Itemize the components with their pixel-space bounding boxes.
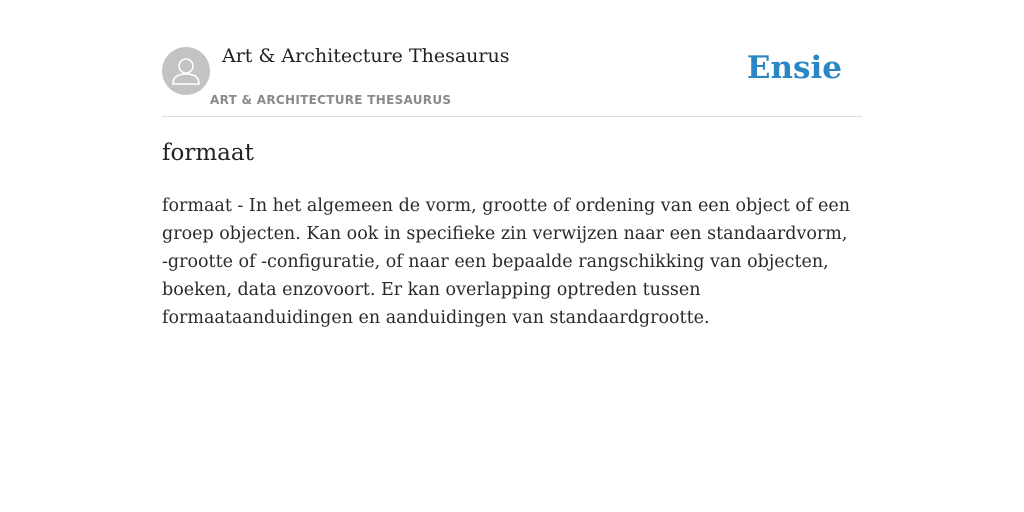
source-label[interactable]: ART & ARCHITECTURE THESAURUS (210, 93, 452, 107)
entry-definition: formaat - In het algemeen de vorm, grootte of ordening van een object of een groep objecten. Kan ook in specifieke zin verwijzen naar een standaardvorm, -grootte of -configuratie, of naar een bepaalde rangschikking van objecten, boeken, data enzovoort. Er kan overlapping optreden tussen formaataanduidingen en aanduidingen van standaardgrootte. (162, 196, 850, 328)
entry-title: formaat (162, 140, 254, 166)
author-name[interactable]: Art & Architecture Thesaurus (222, 45, 510, 67)
brand-logo[interactable]: Ensie (746, 50, 842, 86)
avatar[interactable] (162, 47, 210, 95)
person-placeholder-icon (162, 47, 210, 95)
header (162, 0, 862, 117)
